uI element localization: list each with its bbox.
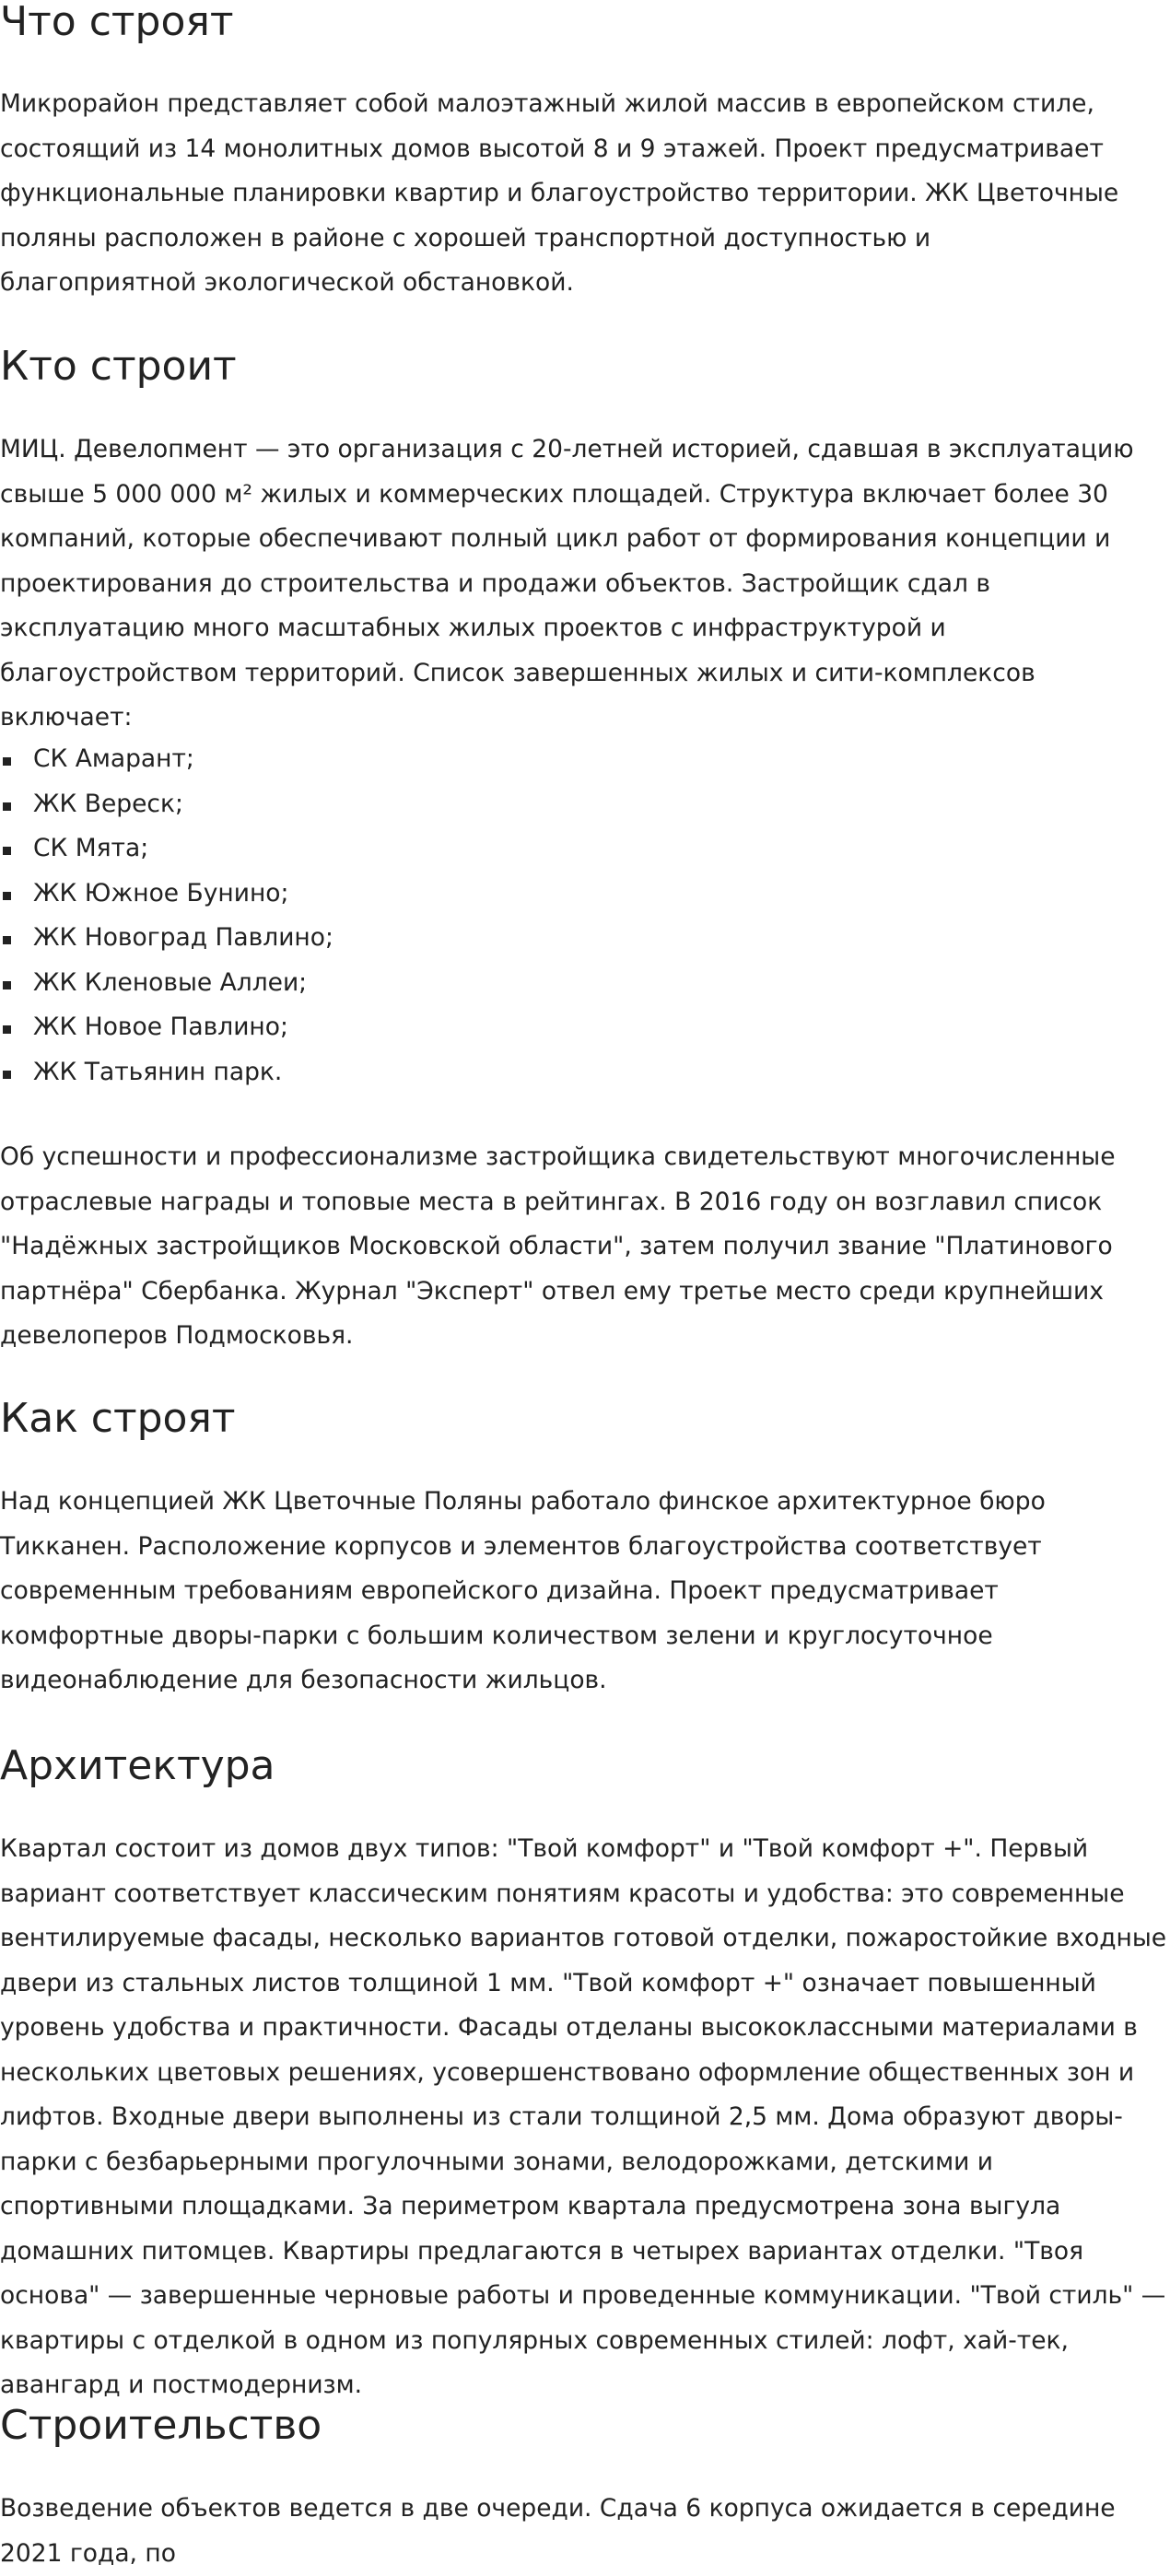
list-item xyxy=(0,961,921,1006)
list-item-label: СК Амарант; xyxy=(33,744,194,773)
completed-projects-list xyxy=(0,737,921,1095)
list-item xyxy=(0,872,921,917)
paragraph-developer-info: МИЦ. Девелопмент — это организация с 20-летней историей, сдавшая в эксплуатацию свыше 5 000 000 м² жилых и коммерческих площадей. Структура включает более 30 компаний, которые обеспечивают полный цикл работ от формирования концепции и проектирования до строительства и продажи объектов. Застройщик сдал в эксплуатацию много масштабных жилых проектов с инфраструктурой и благоустройством территорий. Список завершенных жилых и сити-комплексов включает: xyxy=(0,435,1134,732)
bullet-icon xyxy=(3,981,11,989)
list-item xyxy=(0,826,921,872)
bullet-icon xyxy=(3,847,11,855)
list-item xyxy=(0,737,921,782)
bullet-icon xyxy=(3,802,11,811)
section-title-what: Что строят xyxy=(0,0,234,45)
section-title-who: Кто строит xyxy=(0,343,237,390)
list-item xyxy=(0,782,921,827)
bullet-icon xyxy=(3,1071,11,1079)
list-item xyxy=(0,1005,921,1050)
bullet-icon xyxy=(3,757,11,766)
list-item-label: ЖК Новоград Павлино; xyxy=(33,923,333,952)
bullet-icon xyxy=(3,1025,11,1034)
paragraph-what-description: Микрорайон представляет собой малоэтажный жилой массив в европейском стиле, состоящий из 14 монолитных домов высотой 8 и 9 этажей. Проект предусматривает функциональные планировки квартир и благоустройство территории. ЖК Цветочные поляны расположен в районе с хорошей транспортной доступностью и благоприятной экологической обстановкой. xyxy=(0,89,1119,297)
section-title-architecture: Архитектура xyxy=(0,1742,275,1789)
list-item xyxy=(0,1050,921,1095)
paragraph-how-concept: Над концепцией ЖК Цветочные Поляны работало финское архитектурное бюро Тикканен. Расположение корпусов и элементов благоустройства соответствует современным требованиям европейского дизайна. Проект предусматривает комфортные дворы-парки с большим количеством зелени и круглосуточное видеонаблюдение для безопасности жильцов. xyxy=(0,1487,1046,1694)
bullet-icon xyxy=(3,936,11,944)
bullet-icon xyxy=(3,892,11,900)
paragraph-developer-awards: Об успешности и профессионализме застройщика свидетельствуют многочисленные отраслевые награды и топовые места в рейтингах. В 2016 году он возглавил список "Надёжных застройщиков Московской области", затем получил звание "Платинового партнёра" Сбербанка. Журнал "Эксперт" отвел ему третье место среди крупнейших девелоперов Подмосковья. xyxy=(0,1142,1116,1350)
paragraph-architecture: Квартал состоит из домов двух типов: "Твой комфорт" и "Твой комфорт +". Первый вариант соответствует классическим понятиям красоты и удобства: это современные вентилируемые фасады, несколько вариантов готовой отделки, пожаростойкие входные двери из стальных листов толщиной 1 мм. "Твой комфорт +" означает повышенный уровень удобства и практичности. Фасады отделаны высококлассными материалами в нескольких цветовых решениях, усовершенствовано оформление общественных зон и лифтов. Входные двери выполнены из стали толщиной 2,5 мм. Дома образуют дворы-парки с безбарьерными прогулочными зонами, велодорожками, детскими и спортивными площадками. За периметром квартала предусмотрена зона выгула домашних питомцев. Квартиры предлагаются в четырех вариантах отделки. "Твоя основа" — завершенные черновые работы и проведенные коммуникации. "Твой стиль" — квартиры с отделкой в одном из популярных современных стилей: лофт, хай-тек, авангард и постмодернизм. xyxy=(0,1834,1167,2399)
list-item-label: ЖК Вереск; xyxy=(33,789,183,818)
list-item-label: ЖК Кленовые Аллеи; xyxy=(33,967,308,997)
list-item-label: ЖК Южное Бунино; xyxy=(33,878,289,907)
section-title-how: Как строят xyxy=(0,1395,236,1442)
section-title-construction: Строительство xyxy=(0,2402,322,2449)
list-item-label: СК Мята; xyxy=(33,834,149,862)
paragraph-construction: Возведение объектов ведется в две очереди. Сдача 6 корпуса ожидается в середине 2021 года, по xyxy=(0,2494,1116,2568)
list-item-label: ЖК Татьянин парк. xyxy=(33,1057,283,1086)
list-item-label: ЖК Новое Павлино; xyxy=(33,1013,288,1041)
list-item xyxy=(0,916,921,961)
